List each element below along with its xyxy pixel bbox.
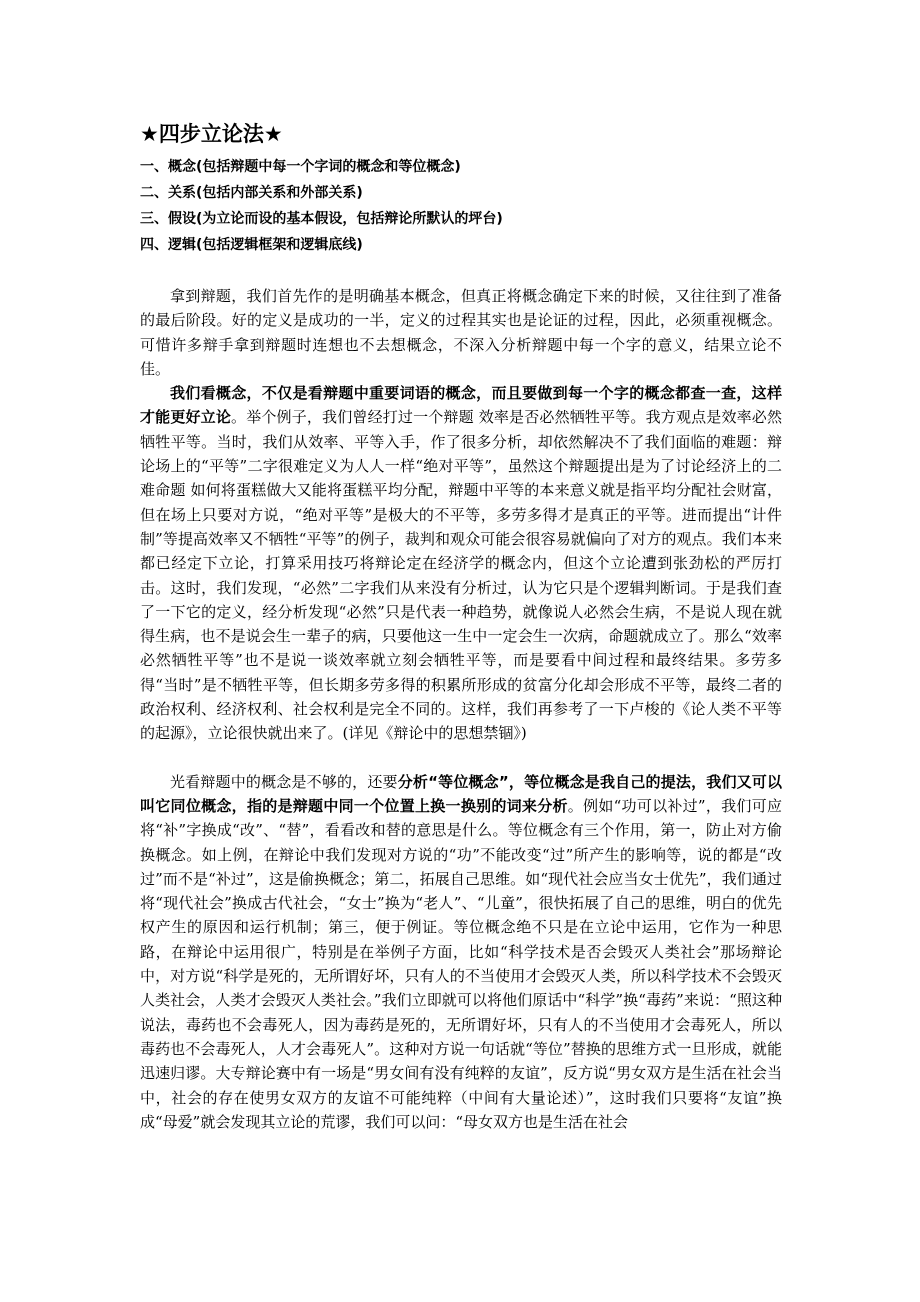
paragraph-example — [140, 381, 782, 745]
steps-list — [140, 154, 782, 258]
bold-emphasis: 我们看概念，不仅是看辩题中重要词语的概念，而且要做到每一个字的概念都查一查，这样才能更好立论 — [140, 384, 782, 427]
step-item: 四、逻辑(包括逻辑框架和逻辑底线) — [140, 237, 363, 253]
spacer — [140, 258, 782, 284]
document-page — [140, 118, 782, 1134]
bold-emphasis: 分析“等位概念”，等位概念是我自己的提法，我们又可以叫它同位概念，指的是辩题中同一个位置上换一换别的词来分析 — [140, 772, 782, 815]
paragraph-text: 光看辩题中的概念是不够的，还要 — [170, 772, 398, 791]
spacer — [140, 746, 782, 770]
paragraph-intro — [140, 284, 782, 381]
step-item: 二、关系(包括内部关系和外部关系) — [140, 185, 363, 201]
paragraph-text: 。举个例子，我们曾经打过一个辩题 效率是否必然牺牲平等。我方观点是效率必然牺牲平等。当时，我们从效率、平等入手，作了很多分析，却依然解决不了我们面临的难题：辩论场上的“平等”二字很难定义为人人一样“绝对平等”，虽然这个辩题提出是为了讨论经济上的二难命题 如何将蛋糕做大又能将蛋糕平均分配，辩题中平等的本来意义就是指平均分配社会财富，但在场上只要对方说，“绝对平等”是极大的不平等，多劳多得才是真正的平等。进而提出“计件制”等提高效率又不牺牲“平等”的例子，裁判和观众可能会很容易就偏向了对方的观点。我们本来都已经定下立论，打算采用技巧将辩论定在经济学的概念内，但这个立论遭到张劲松的严厉打击。这时，我们发现，“必然”二字我们从来没有分析过，认为它只是个逻辑判断词。于是我们查了一下它的定义，经分析发现“必然”只是代表一种趋势，就像说人必然会生病，不是说人现在就得生病，也不是说会生一辈子的病，只要他这一生中一定会生一次病，命题就成立了。那么“效率必然牺牲平等”也不是说一谈效率就立刻会牺牲平等，而是要看中间过程和最终结果。多劳多得“当时”是不牺牲平等，但长期多劳多得的积累所形成的贫富分化却会形成不平等，最终二者的政治权利、经济权利、社会权利是完全不同的。这样，我们再参考了一下卢梭的《论人类不平等的起源》，立论很快就出来了。(详见《辩论中的思想禁锢》) — [140, 408, 782, 743]
paragraph-equivalent-concept — [140, 770, 782, 1134]
document-title: ★四步立论法★ — [140, 122, 283, 146]
step-item: 一、概念(包括辩题中每一个字词的概念和等位概念) — [140, 159, 461, 175]
step-item: 三、假设(为立论而设的基本假设，包括辩论所默认的坪台) — [140, 211, 503, 227]
paragraph-text: 拿到辩题，我们首先作的是明确基本概念，但真正将概念确定下来的时候，又往往到了准备的最后阶段。好的定义是成功的一半，定义的过程其实也是论证的过程，因此，必须重视概念。可惜许多辩手拿到辩题时连想也不去想概念，不深入分析辩题中每一个字的意义，结果立论不佳。 — [140, 287, 782, 378]
paragraph-text: 。例如“功可以补过”，我们可应将“补”字换成“改”、“替”，看看改和替的意思是什么。等位概念有三个作用，第一，防止对方偷换概念。如上例，在辩论中我们发现对方说的“功”不能改变“过”所产生的影响等，说的都是“改过”而不是“补过”，这是偷换概念；第二，拓展自己思维。如“现代社会应当女士优先”，我们通过将“现代社会”换成古代社会，“女士”换为“老人”、“儿童”，很快拓展了自己的思维，明白的优先权产生的原因和运行机制；第三，便于例证。等位概念绝不只是在立论中运用，它作为一种思路，在辩论中运用很广，特别是在举例子方面，比如“科学技术是否会毁灭人类社会”那场辩论中，对方说“科学是死的，无所谓好坏，只有人的不当使用才会毁灭人类，所以科学技术不会毁灭人类社会，人类才会毁灭人类社会。”我们立即就可以将他们原话中“科学”换“毒药”来说：“照这种说法，毒药也不会毒死人，因为毒药是死的，无所谓好坏，只有人的不当使用才会毒死人，所以毒药也不会毒死人，人才会毒死人”。这种对方说一句话就“等位”替换的思维方式一旦形成，就能迅速归谬。大专辩论赛中有一场是“男女间有没有纯粹的友谊”，反方说“男女双方是生活在社会当中，社会的存在使男女双方的友谊不可能纯粹（中间有大量论述）”，这时我们只要将“友谊”换成“母爱”就会发现其立论的荒谬，我们可以问：“母女双方也是生活在社会 — [140, 796, 782, 1131]
